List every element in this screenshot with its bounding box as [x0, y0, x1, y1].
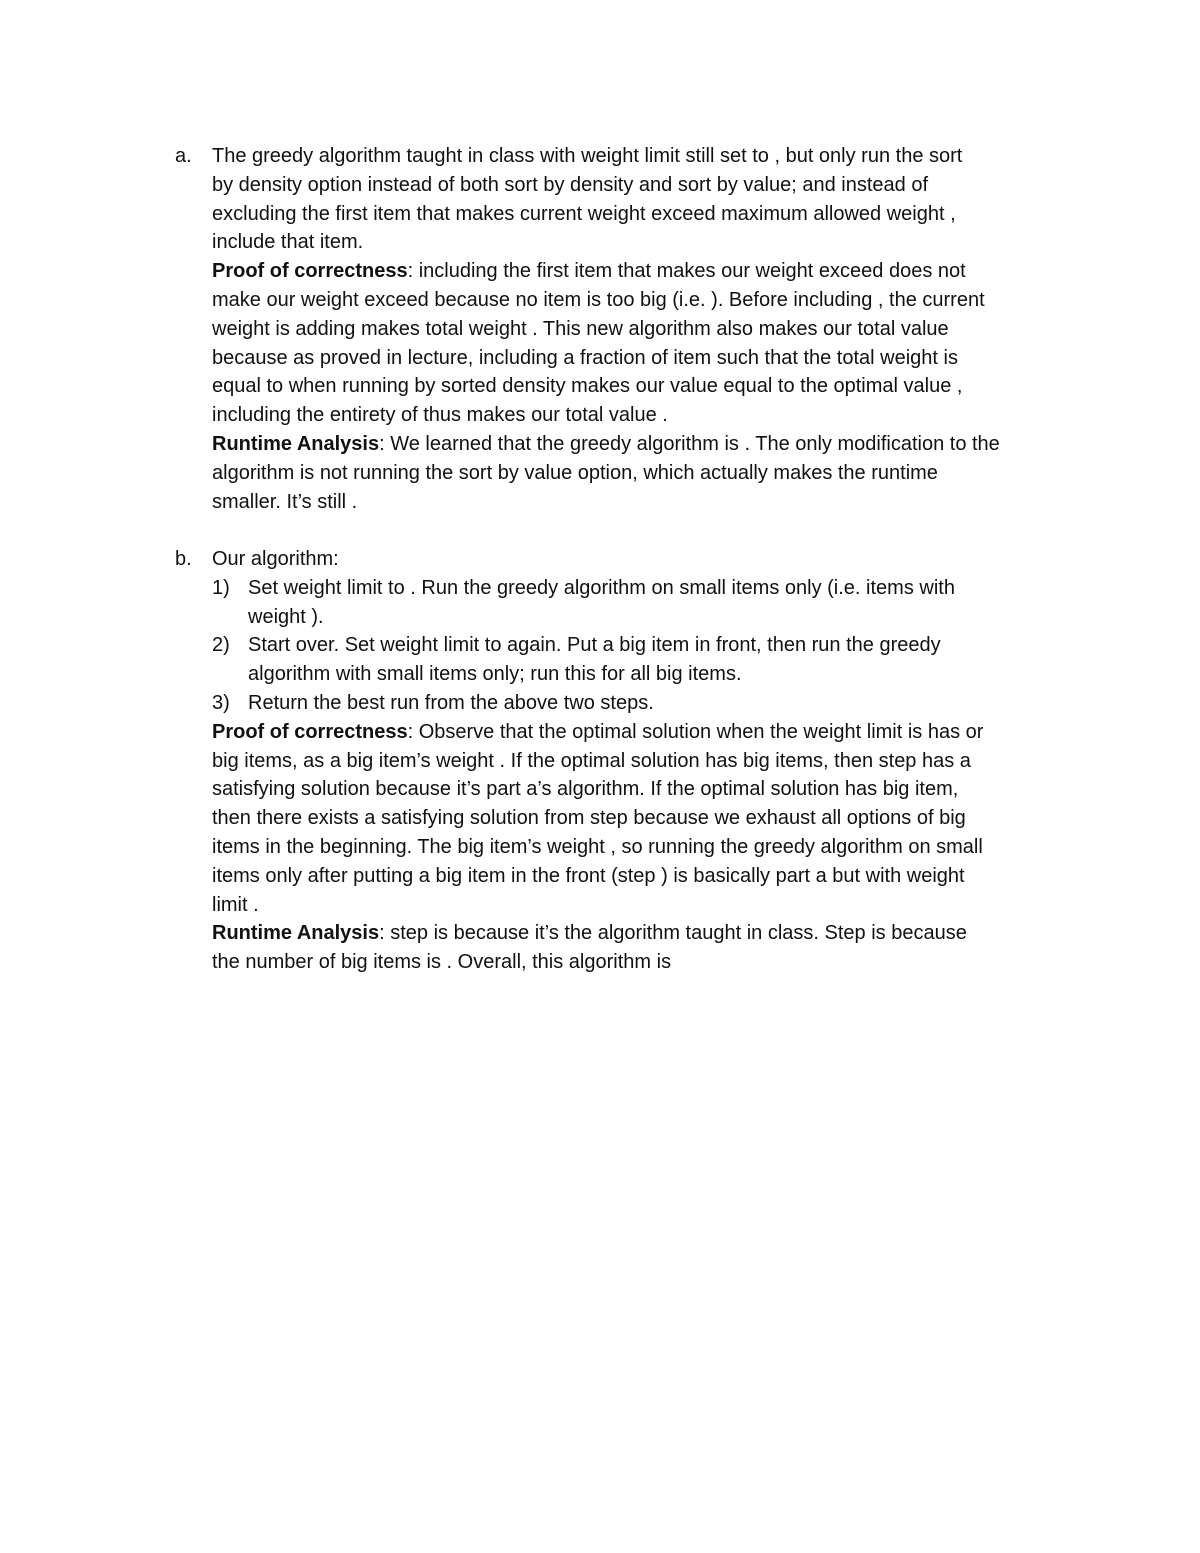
- section-b-proof-line: limit .: [212, 893, 259, 916]
- step-number: 2): [212, 634, 230, 657]
- section-a-runtime-line: algorithm is not running the sort by value option, which actually makes the runtime: [212, 461, 938, 484]
- section-b-proof-line: items only after putting a big item in the front (step ) is basically part a but with weight: [212, 864, 965, 887]
- section-a-proof-line: make our weight exceed because no item is too big (i.e. ). Before including , the current: [212, 288, 985, 311]
- step-line: Start over. Set weight limit to again. Put a big item in front, then run the greedy: [248, 634, 941, 657]
- section-a-body: [212, 142, 1072, 516]
- section-b-proof-heading-line: [212, 718, 1072, 747]
- step-number: 1): [212, 576, 230, 599]
- step-number: 3): [212, 691, 230, 714]
- section-a-intro-line: include that item.: [212, 231, 364, 254]
- algorithm-step-2: [212, 631, 1072, 689]
- section-b-proof-line: satisfying solution because it’s part a’s algorithm. If the optimal solution has big item,: [212, 778, 959, 801]
- section-b-runtime-text: : step is because it’s the algorithm taught in class. Step is because: [379, 922, 967, 945]
- section-b-proof-line: items in the beginning. The big item’s weight , so running the greedy algorithm on small: [212, 835, 983, 858]
- step-line: Return the best run from the above two steps.: [248, 691, 654, 714]
- section-a-proof-heading-line: [212, 257, 1072, 286]
- proof-of-correctness-label: Proof of correctness: [212, 260, 408, 283]
- section-a-runtime-text: : We learned that the greedy algorithm is . The only modification to the: [379, 432, 1000, 455]
- section-b-marker: b.: [175, 548, 192, 570]
- section-a-intro-line: by density option instead of both sort by density and sort by value; and instead of: [212, 173, 929, 196]
- section-b-intro: Our algorithm:: [212, 548, 339, 570]
- algorithm-step-3: [212, 689, 1072, 718]
- section-b-body: [212, 545, 1072, 977]
- step-line: algorithm with small items only; run this for all big items.: [248, 663, 742, 686]
- section-a-runtime-heading-line: [212, 430, 1072, 459]
- section-b-runtime-heading-line: [212, 919, 1072, 948]
- proof-of-correctness-label: Proof of correctness: [212, 720, 408, 743]
- section-a-proof-line: because as proved in lecture, including a fraction of item such that the total weight is: [212, 346, 958, 369]
- section-b-proof-line: then there exists a satisfying solution from step because we exhaust all options of big: [212, 807, 966, 830]
- runtime-analysis-label: Runtime Analysis: [212, 922, 380, 945]
- step-line: Set weight limit to . Run the greedy algorithm on small items only (i.e. items with: [248, 576, 955, 599]
- section-a-proof-text: : including the first item that makes our weight exceed does not: [407, 260, 966, 283]
- step-line: weight ).: [248, 605, 324, 628]
- section-a-proof-line: equal to when running by sorted density makes our value equal to the optimal value ,: [212, 375, 963, 398]
- section-a-proof-line: weight is adding makes total weight . This new algorithm also makes our total value: [212, 317, 949, 340]
- runtime-analysis-label: Runtime Analysis: [212, 432, 380, 455]
- section-b-runtime-line: the number of big items is . Overall, this algorithm is: [212, 951, 672, 974]
- section-b-proof-line: big items, as a big item’s weight . If the optimal solution has big items, then step has a: [212, 749, 971, 772]
- section-a-runtime-line: smaller. It’s still .: [212, 490, 358, 513]
- algorithm-step-1: [212, 574, 1072, 632]
- section-a-intro-line: The greedy algorithm taught in class with weight limit still set to , but only run the sort: [212, 145, 963, 167]
- section-a-proof-line: including the entirety of thus makes our total value .: [212, 404, 668, 427]
- section-b-proof-text: : Observe that the optimal solution when the weight limit is has or: [407, 720, 984, 743]
- section-a-marker: a.: [175, 145, 192, 167]
- section-a-intro-line: excluding the first item that makes current weight exceed maximum allowed weight ,: [212, 202, 956, 225]
